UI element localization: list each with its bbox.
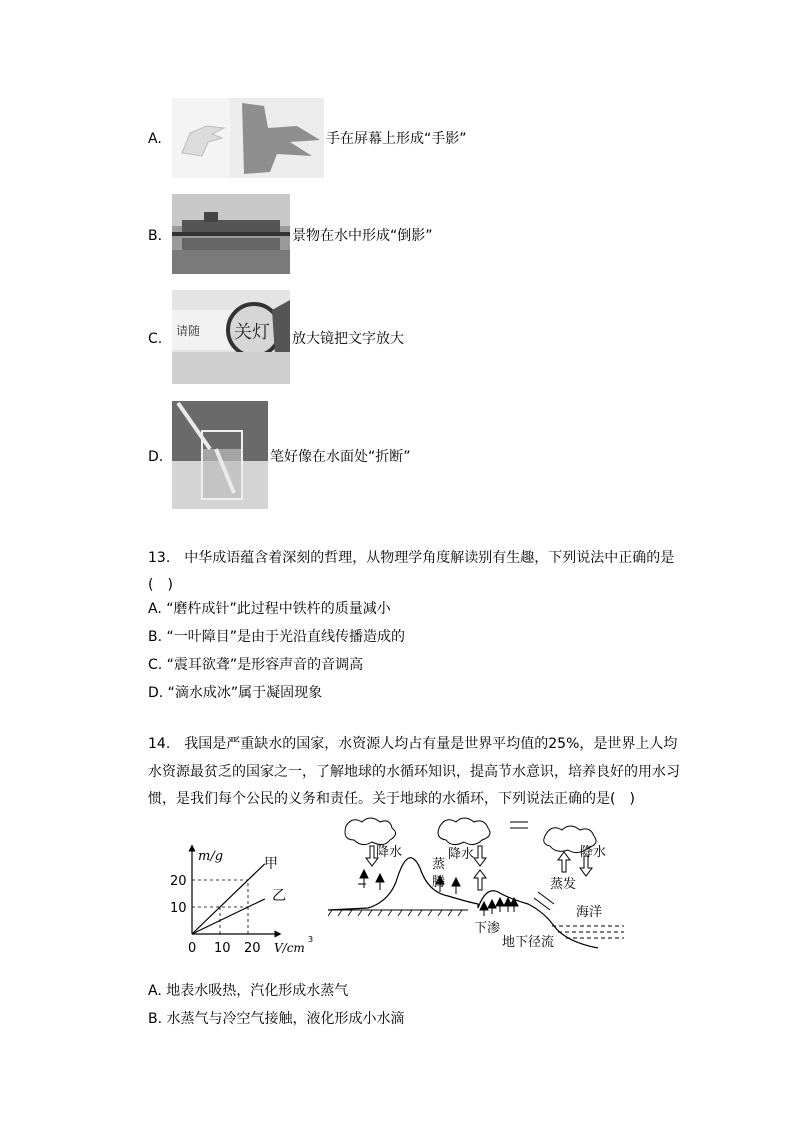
graph-svg	[168, 840, 338, 960]
hand-shadow-photo	[172, 98, 324, 178]
q14-stem-line2: 水资源最贫乏的国家之一，了解地球的水循环知识，提高节水意识，培养良好的用水习	[148, 764, 680, 780]
q14-option-b: B. 水蒸气与冷空气接触，液化形成小水滴	[148, 1011, 405, 1027]
label-rain-1: 降水	[376, 845, 403, 860]
y-tick-20: 20	[170, 874, 187, 889]
q14-option-a: A. 地表水吸热，汽化形成水蒸气	[148, 983, 349, 999]
option-b-text: 景物在水中形成“倒影”	[292, 228, 433, 244]
label-rain-3: 降水	[580, 845, 607, 860]
label-infiltrate: 下渗	[474, 921, 501, 936]
series-line-0	[192, 864, 265, 934]
x-tick-10: 10	[214, 941, 231, 956]
pencil-in-water-photo	[172, 401, 268, 509]
x-tick-0: 0	[188, 941, 197, 956]
q13-option-c: C. “震耳欲聋”是形容声音的音调高	[148, 657, 364, 673]
x-tick-20: 20	[244, 941, 261, 956]
cloud-1	[345, 818, 396, 845]
label-evaporation: 蒸发	[550, 877, 577, 892]
option-a-letter: A.	[148, 131, 162, 147]
rain-arrow-2	[474, 846, 486, 866]
option-a-text: 手在屏幕上形成“手影”	[326, 131, 467, 147]
q13-option-d: D. “滴水成冰”属于凝固现象	[148, 685, 323, 701]
y-axis-label: m/g	[198, 849, 224, 864]
label-groundwater: 地下径流	[502, 935, 555, 950]
evaporation-arrow	[558, 852, 570, 872]
sign-text-1: 请随	[176, 324, 201, 338]
reflection-photo	[172, 194, 290, 274]
q13-stem-line2: ( )	[148, 577, 173, 593]
label-transpire-1: 蒸	[432, 857, 446, 872]
water-cycle-diagram	[328, 812, 628, 962]
x-axis-label: V/cm	[274, 941, 305, 955]
q13-option-b: B. “一叶障目”是由于光沿直线传播造成的	[148, 629, 406, 645]
label-transpire-2: 腾	[432, 875, 446, 890]
option-c-text: 放大镜把文字放大	[292, 331, 404, 347]
series-label-yi: 乙	[272, 888, 286, 904]
option-c-letter: C.	[148, 331, 163, 347]
q14-stem-line3: 惯，是我们每个公民的义务和责任。关于地球的水循环，下列说法正确的是( )	[148, 791, 635, 807]
series-label-jia: 甲	[264, 856, 278, 872]
q13-stem-line1: 13. 中华成语蕴含着深刻的哲理，从物理学角度解读别有生趣，下列说法中正确的是	[148, 550, 675, 566]
y-tick-10: 10	[170, 901, 187, 916]
label-ocean: 海洋	[576, 905, 603, 920]
sign-text-2: 关灯	[234, 322, 270, 343]
magnifier-photo	[172, 290, 290, 384]
series-line-1	[192, 899, 265, 934]
option-b-letter: B.	[148, 228, 163, 244]
label-rain-2: 降水	[448, 847, 475, 862]
q13-option-a: A. “磨杵成针”此过程中铁杵的质量减小	[148, 601, 391, 617]
x-axis-label-sup: 3	[308, 935, 314, 944]
cloud-2	[438, 818, 490, 845]
option-d-letter: D.	[148, 449, 164, 465]
q14-stem-line1: 14. 我国是严重缺水的国家，水资源人均占有量是世界平均值的25%，是世界上人均	[148, 736, 678, 752]
option-d-text: 笔好像在水面处“折断”	[270, 449, 411, 465]
mass-volume-graph	[168, 840, 338, 960]
water-cycle-svg	[328, 812, 628, 962]
transpiration-arrow	[474, 870, 486, 890]
